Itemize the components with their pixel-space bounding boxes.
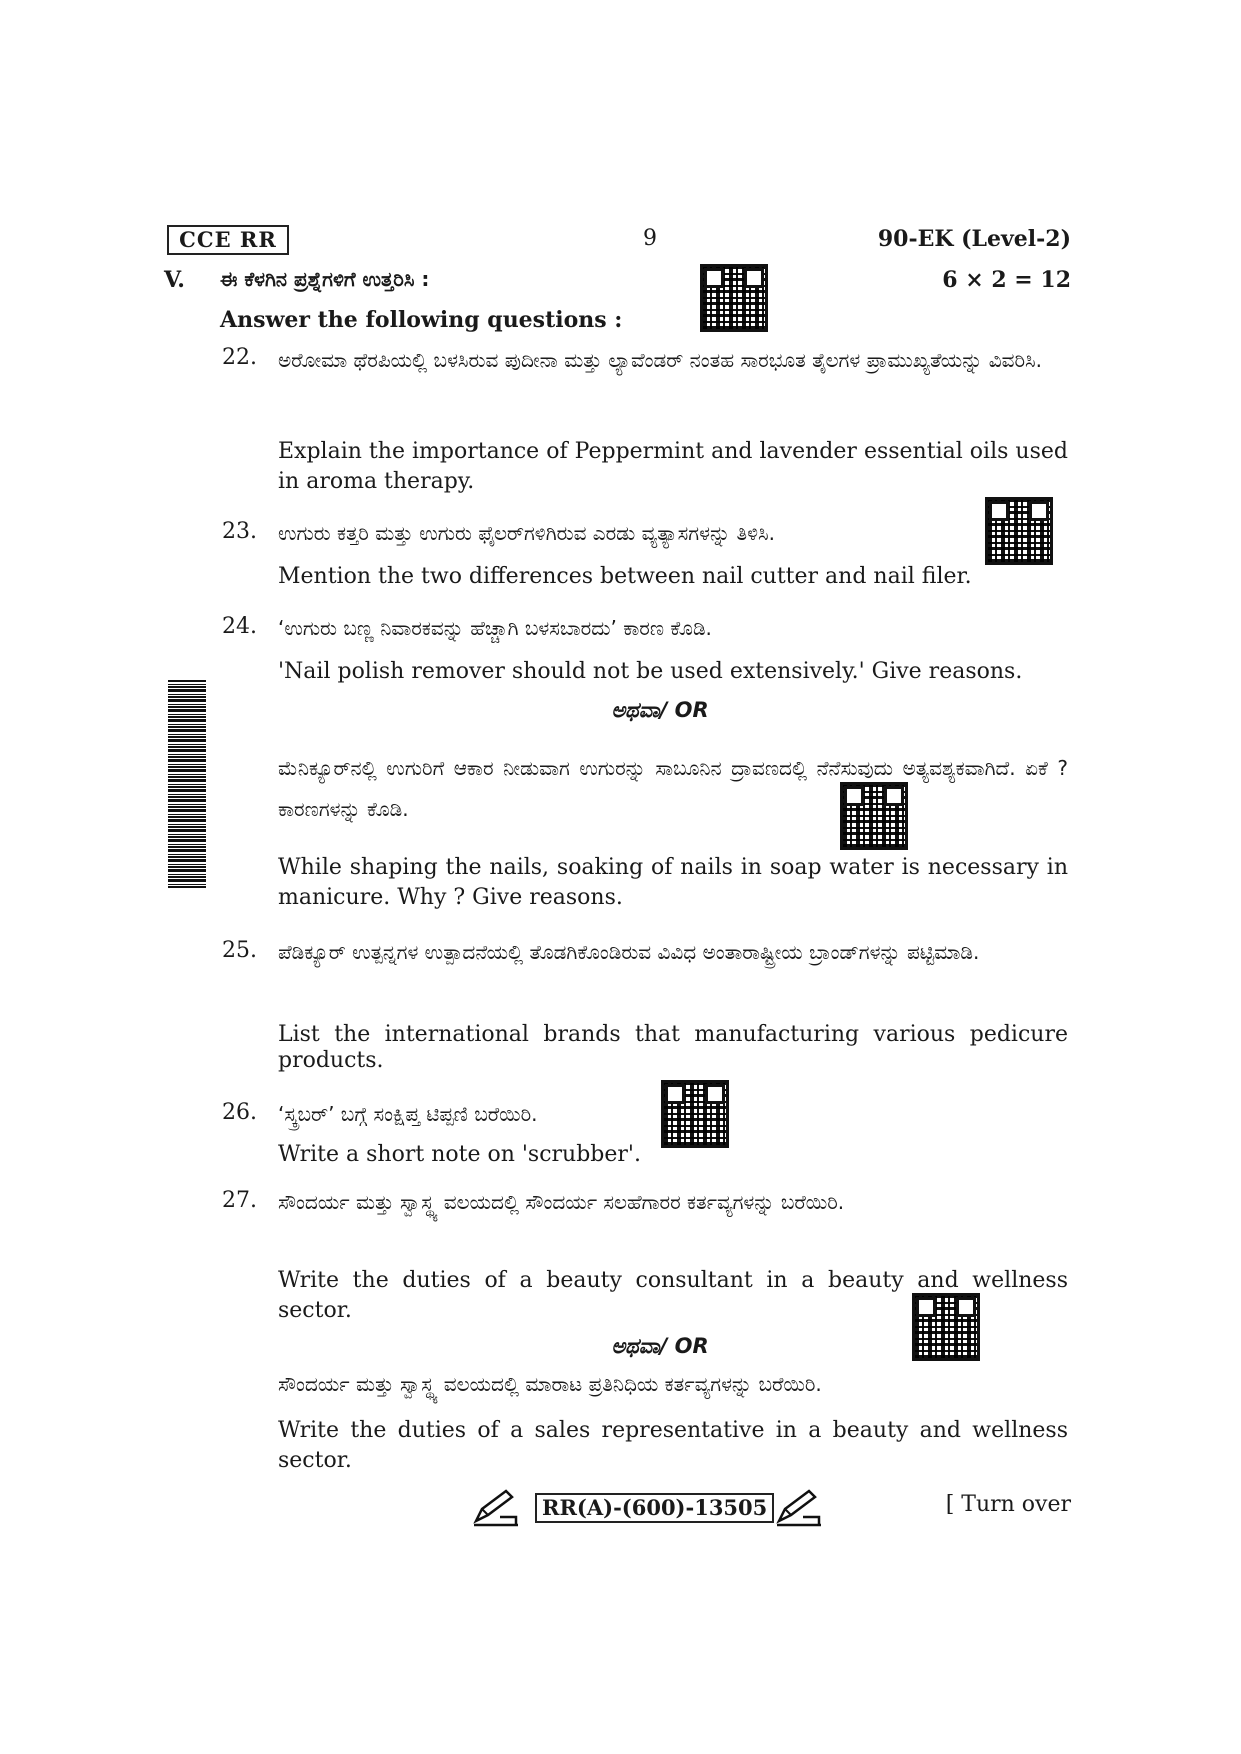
barcode-icon [168,680,206,888]
qr-code-icon [912,1293,980,1361]
qr-code-icon [661,1080,729,1148]
section-instruction-en: Answer the following questions : [220,307,623,333]
qr-code-icon [700,264,768,332]
or-separator: ಅಥವಾ/ OR [611,698,709,722]
alt-question-text-kn: ಸೌಂದರ್ಯ ಮತ್ತು ಸ್ವಾಸ್ಥ್ಯ ವಲಯದಲ್ಲಿ ಮಾರಾಟ ಪ್ರತಿನಿಧಿಯ ಕರ್ತವ್ಯಗಳನ್ನು ಬರೆಯಿರಿ. [278,1372,822,1396]
section-marks: 6 × 2 = 12 [942,267,1071,293]
qr-code-icon [840,782,908,850]
question-text-en: Mention the two differences between nail cutter and nail filer. [278,564,972,589]
question-number: 25. [222,938,257,963]
qr-code-icon [985,497,1053,565]
question-text-en: Write the duties of a beauty consultant in a beauty and wellness sector. [278,1268,1068,1323]
question-number: 27. [222,1188,257,1213]
question-text-en: Explain the importance of Peppermint and lavender essential oils used in aroma therapy. [278,439,1068,494]
pen-icon [775,1487,823,1527]
alt-question-text-kn: ಮೆನಿಕ್ಯೂರ್‌ನಲ್ಲಿ ಉಗುರಿಗೆ ಆಕಾರ ನೀಡುವಾಗ ಉಗುರನ್ನು ಸಾಬೂನಿನ ದ್ರಾವಣದಲ್ಲಿ ನೆನೆಸುವುದು ಅತ್ಯವಶ್ಯಕವಾಗಿದೆ. ಏಕೆ ? ಕಾರಣಗಳನ್ನು ಕೊಡಿ. [278,756,1068,821]
question-text-kn: ಅರೋಮಾ ಥೆರಪಿಯಲ್ಲಿ ಬಳಸಿರುವ ಪುದೀನಾ ಮತ್ತು ಲ್ಯಾವೆಂಡರ್ ನಂತಹ ಸಾರಭೂತ ತೈಲಗಳ ಪ್ರಾಮುಖ್ಯತೆಯನ್ನು ವಿವರಿಸಿ. [278,348,1043,372]
question-number: 22. [222,345,257,370]
footer-code: RR(A)-(600)-13505 [535,1493,774,1523]
series-box: CCE RR [167,225,289,255]
turn-over-label: [ Turn over [945,1492,1071,1517]
question-text-kn: ಸೌಂದರ್ಯ ಮತ್ತು ಸ್ವಾಸ್ಥ್ಯ ವಲಯದಲ್ಲಿ ಸೌಂದರ್ಯ ಸಲಹೆಗಾರರ ಕರ್ತವ್ಯಗಳನ್ನು ಬರೆಯಿರಿ. [278,1190,845,1214]
question-text-en: Write a short note on 'scrubber'. [278,1142,641,1167]
paper-code: 90-EK (Level-2) [877,226,1071,252]
alt-question-text-en: Write the duties of a sales representative in a beauty and wellness sector. [278,1418,1068,1473]
section-instruction-kn: ಈ ಕೆಳಗಿನ ಪ್ರಶ್ನೆಗಳಿಗೆ ಉತ್ತರಿಸಿ : [220,267,430,291]
or-separator: ಅಥವಾ/ OR [611,1334,709,1358]
question-number: 23. [222,519,257,544]
question-text-kn: ‘ಉಗುರು ಬಣ್ಣ ನಿವಾರಕವನ್ನು ಹೆಚ್ಚಾಗಿ ಬಳಸಬಾರದು’ ಕಾರಣ ಕೊಡಿ. [278,616,712,640]
question-text-kn: ಉಗುರು ಕತ್ತರಿ ಮತ್ತು ಉಗುರು ಫೈಲರ್‌ಗಳಿಗಿರುವ ಎರಡು ವ್ಯತ್ಯಾಸಗಳನ್ನು ತಿಳಿಸಿ. [278,521,775,545]
question-text-kn: ‘ಸ್ಕ್ರಬರ್’ ಬಗ್ಗೆ ಸಂಕ್ಷಿಪ್ತ ಟಿಪ್ಪಣಿ ಬರೆಯಿರಿ. [278,1102,538,1126]
section-number: V. [164,267,185,293]
question-number: 24. [222,614,257,639]
question-text-kn: ಪೆಡಿಕ್ಯೂರ್ ಉತ್ಪನ್ನಗಳ ಉತ್ಪಾದನೆಯಲ್ಲಿ ತೊಡಗಿಕೊಂಡಿರುವ ವಿವಿಧ ಅಂತಾರಾಷ್ಟ್ರೀಯ ಬ್ರಾಂಡ್‌ಗಳನ್ನು ಪಟ್ಟಿಮಾಡಿ. [278,940,980,964]
page-number: 9 [643,226,657,251]
question-number: 26. [222,1100,257,1125]
question-text-en: List the international brands that manufacturing various pedicure products. [278,1022,1068,1073]
alt-question-text-en: While shaping the nails, soaking of nails in soap water is necessary in manicure. Why ? Give reasons. [278,855,1068,910]
question-text-en: 'Nail polish remover should not be used extensively.' Give reasons. [278,659,1023,684]
pen-icon [472,1487,520,1527]
